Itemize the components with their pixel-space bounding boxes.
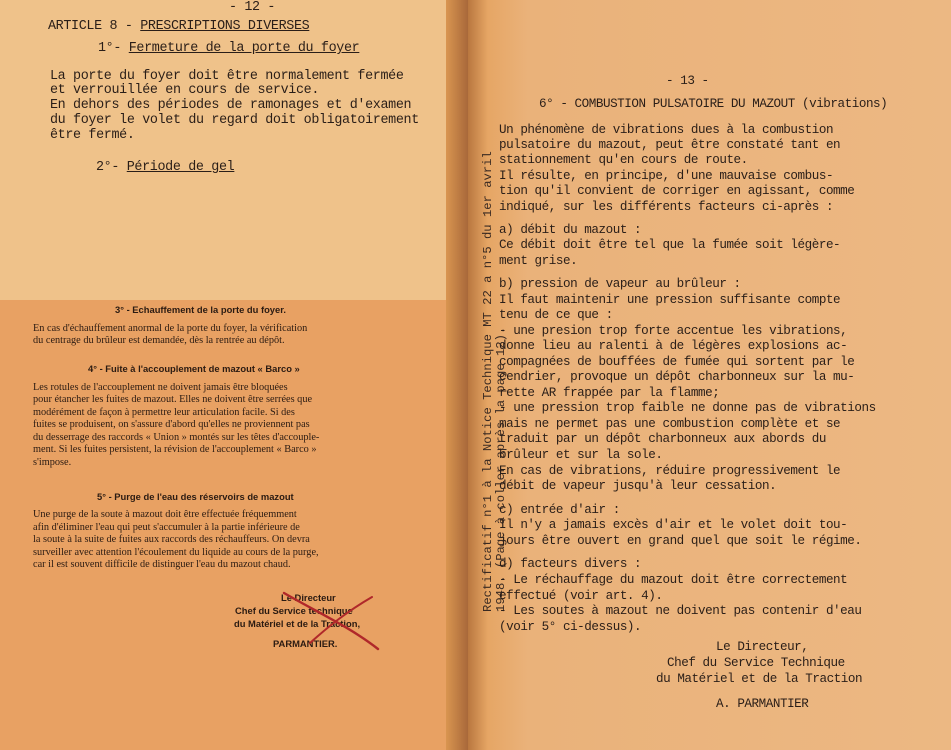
body-line: - Le réchauffage du mazout doit être correctement [499, 573, 848, 587]
section-4-line: du desserrage des raccords « Union » montés sur les têtes d'accouple- [33, 432, 320, 443]
body-line: Un phénomène de vibrations dues à la combustion [499, 123, 834, 137]
margin-note-line: 1948. (Page à coller après la page 12). [494, 326, 508, 612]
body-line: cendrier, provoque un dépôt charbonneux sur la mu- [499, 370, 855, 384]
body-line: brûleur et sur la sole. [499, 448, 663, 462]
section-1-line: En dehors des périodes de ramonages et d'examen [50, 98, 412, 113]
section-1-heading [98, 41, 359, 56]
section-5-line: surveiller avec attention l'écoulement du liquide au cours de la purge, [33, 547, 319, 558]
body-line: Il n'y a jamais excès d'air et le volet doit tou- [499, 518, 848, 532]
body-line: mais ne permet pas une combustion complète et se [499, 417, 841, 431]
body-line: (voir 5° ci-dessus). [499, 620, 642, 634]
signature-line: du Matériel et de la Traction, [234, 618, 361, 629]
article-heading-prefix: ARTICLE 8 - [48, 19, 141, 34]
body-line: Il résulte, en principe, d'une mauvaise combus- [499, 169, 834, 183]
section-2-prefix: 2°- [96, 160, 127, 175]
section-6-heading: 6° - COMBUSTION PULSATOIRE DU MAZOUT (vibrations) [539, 97, 888, 111]
section-4-line: fuites se produisent, on s'assure d'abord qu'elles ne proviennent pas [33, 419, 310, 430]
signature-line: Le Directeur [281, 592, 336, 603]
section-4-line: ment. Si les fuites persistent, la révision de l'accouplement « Barco » [33, 444, 317, 455]
section-1-title: Fermeture de la porte du foyer [128, 41, 360, 56]
section-5-line: afin d'éliminer l'eau qui peut s'accumuler à la partie inférieure de [33, 522, 300, 533]
section-4-line: pour étancher les fuites de mazout. Elles ne doivent être serrées que [33, 394, 313, 405]
signature-line: A. PARMANTIER [716, 697, 809, 711]
section-4-heading: 4° - Fuite à l'accouplement de mazout « Barco » [88, 363, 300, 374]
signature-line: Chef du Service Technique [667, 656, 845, 670]
section-5-heading: 5° - Purge de l'eau des réservoirs de mazout [97, 491, 294, 502]
page-number: - 13 - [666, 74, 709, 88]
body-line: indiqué, sur les différents facteurs ci-après : [499, 200, 834, 214]
body-line: En cas de vibrations, réduire progressivement le [499, 464, 841, 478]
section-3-line: En cas d'échauffement anormal de la porte du foyer, la vérification [33, 323, 308, 334]
page-gutter [446, 0, 468, 750]
section-2-heading [96, 160, 234, 175]
signature-line: PARMANTIER. [273, 638, 338, 649]
section-1-line: du foyer le volet du regard doit obligatoirement [50, 113, 419, 128]
body-line: pulsatoire du mazout, peut être constaté tant en [499, 138, 841, 152]
section-3-line: du centrage du brûleur est demandée, dès la rentrée au dépôt. [33, 335, 285, 346]
article-heading-title: PRESCRIPTIONS DIVERSES [140, 19, 310, 34]
section-1-line: être fermé. [50, 128, 135, 143]
body-line: débit de vapeur jusqu'à leur cessation. [499, 479, 777, 493]
body-line: - Les soutes à mazout ne doivent pas contenir d'eau [499, 604, 862, 618]
body-line: tion qu'il convient de corriger en agissant, comme [499, 184, 855, 198]
section-4-line: s'impose. [33, 457, 72, 468]
section-1-prefix: 1°- [98, 41, 129, 56]
body-line: Ce débit doit être tel que la fumée soit légère- [499, 238, 841, 252]
body-line: ment grise. [499, 254, 578, 268]
section-2-title: Période de gel [126, 160, 235, 175]
body-line: traduit par un dépôt charbonneux aux abords du [499, 432, 826, 446]
body-line: Il faut maintenir une pression suffisante compte [499, 293, 841, 307]
body-line: compagnées de bouffées de fumée qui sortent par le [499, 355, 855, 369]
section-1-line: La porte du foyer doit être normalement fermée [50, 69, 404, 84]
strike-through-mark [270, 583, 400, 653]
body-line: - une pression trop faible ne donne pas de vibrations [499, 401, 876, 415]
section-3-heading: 3° - Echauffement de la porte du foyer. [115, 304, 286, 315]
margin-note-line: Rectificatif n°1 à la Notice Technique MT 22 a n°5 du 1er avril [481, 151, 495, 612]
signature-line: du Matériel et de la Traction [656, 672, 863, 686]
signature-line: Le Directeur, [716, 640, 809, 654]
body-line: d) facteurs divers : [499, 557, 642, 571]
section-1-line: et verrouillée en cours de service. [50, 83, 319, 98]
body-line: stationnement qu'en cours de route. [499, 153, 748, 167]
article-heading [48, 19, 309, 34]
body-line: c) entrée d'air : [499, 503, 620, 517]
left-page [0, 0, 468, 750]
page-number: - 12 - [229, 0, 276, 15]
body-line: jours être ouvert en grand quel que soit le régime. [499, 534, 862, 548]
body-line: rette AR frappée par la flamme; [499, 386, 720, 400]
section-4-line: modérément de façon à permettre leur articulation facile. Si des [33, 407, 295, 418]
body-line: tenu de ce que : [499, 308, 613, 322]
body-line: a) débit du mazout : [499, 223, 642, 237]
section-5-line: la soute à la suite de fuites aux raccords des réchauffeurs. On devra [33, 534, 310, 545]
section-5-line: Une purge de la soute à mazout doit être effectuée fréquemment [33, 509, 297, 520]
signature-line: Chef du Service technique [235, 605, 353, 616]
body-line: - une presion trop forte accentue les vibrations, [499, 324, 848, 338]
section-4-line: Les rotules de l'accouplement ne doivent jamais être bloquées [33, 382, 288, 393]
body-line: donne lieu au ralenti à de légères explosions ac- [499, 339, 848, 353]
section-5-line: car il est souvent difficile de distinguer l'eau du mazout chaud. [33, 559, 291, 570]
body-line: b) pression de vapeur au brûleur : [499, 277, 741, 291]
body-line: effectué (voir art. 4). [499, 589, 663, 603]
